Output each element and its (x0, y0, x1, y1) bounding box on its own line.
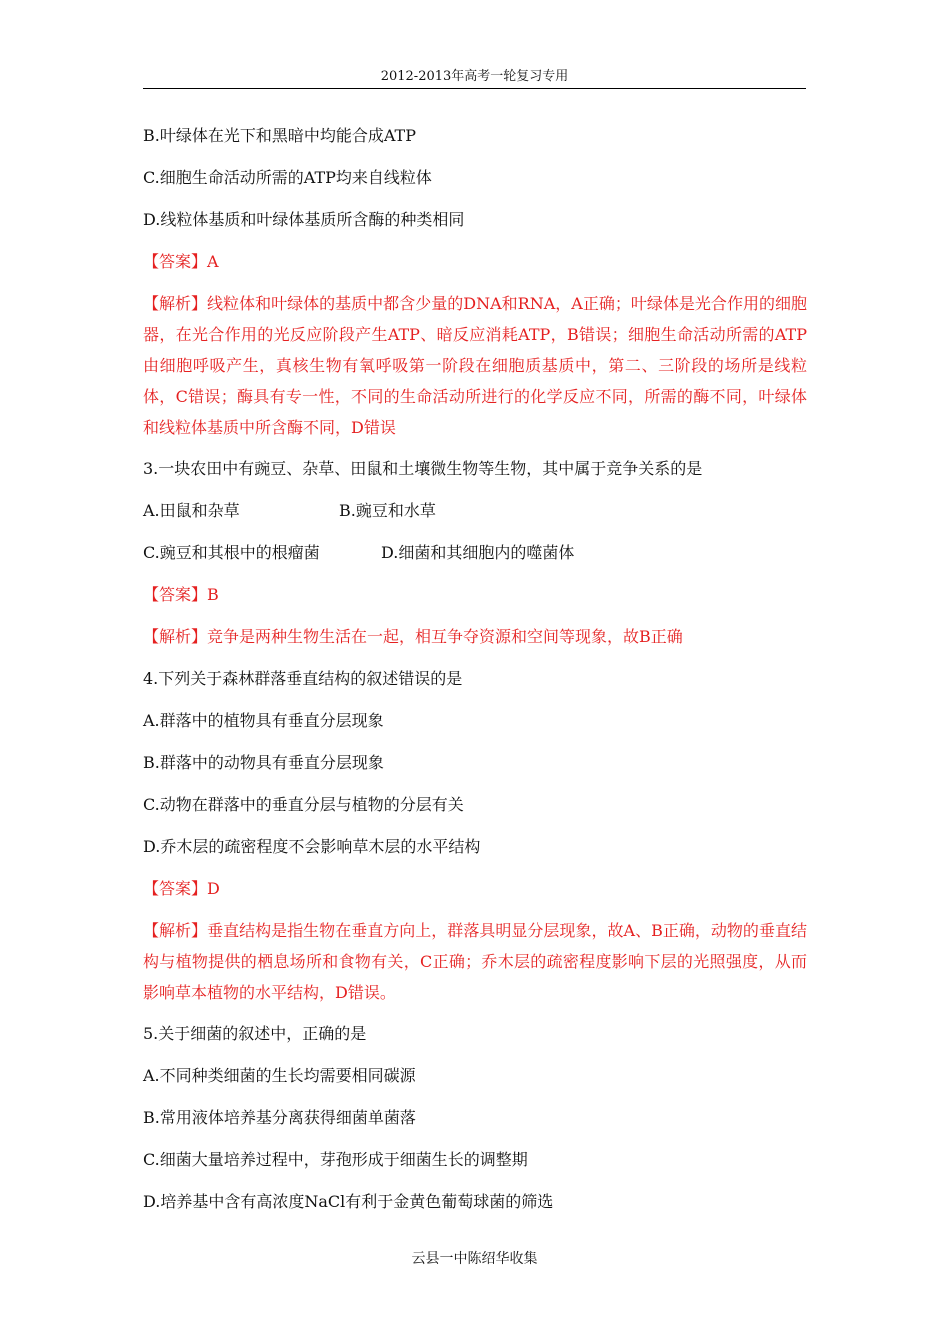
q3-option-b: B.豌豆和水草 (339, 501, 436, 520)
q3-stem: 3.一块农田中有豌豆、杂草、田鼠和土壤微生物等生物，其中属于竞争关系的是 (143, 459, 703, 478)
q3-option-a: A.田鼠和杂草 (143, 501, 240, 520)
page-header: 2012-2013年高考一轮复习专用 (380, 69, 569, 84)
q5-stem: 5.关于细菌的叙述中，正确的是 (143, 1024, 367, 1043)
q4-stem: 4.下列关于森林群落垂直结构的叙述错误的是 (143, 669, 463, 688)
q3-option-c: C.豌豆和其根中的根瘤菌 (143, 543, 320, 562)
q4-answer: 【答案】D (143, 879, 220, 898)
header-rule (143, 88, 806, 89)
q4-option-d: D.乔木层的疏密程度不会影响草木层的水平结构 (143, 837, 481, 856)
q2-option-d: D.线粒体基质和叶绿体基质所含酶的种类相同 (143, 210, 465, 229)
page-footer: 云县一中陈绍华收集 (411, 1251, 538, 1267)
document-body (143, 120, 807, 1228)
q2-option-c: C.细胞生命活动所需的ATP均来自线粒体 (143, 168, 432, 187)
q5-option-d: D.培养基中含有高浓度NaCl有利于金黄色葡萄球菌的筛选 (143, 1192, 554, 1211)
q3-explanation: 【解析】竞争是两种生物生活在一起，相互争夺资源和空间等现象，故B正确 (143, 627, 683, 646)
q3-answer: 【答案】B (143, 585, 219, 604)
q5-option-c: C.细菌大量培养过程中，芽孢形成于细菌生长的调整期 (143, 1150, 528, 1169)
q2-explanation: 【解析】线粒体和叶绿体的基质中都含少量的DNA和RNA，A正确；叶绿体是光合作用的细胞器，在光合作用的光反应阶段产生ATP、暗反应消耗ATP，B错误；细胞生命活动所需的ATP由细胞呼吸产生，真核生物有氧呼吸第一阶段在细胞质基质中，第二、三阶段的场所是线粒体，C错误；酶具有专一性，不同的生命活动所进行的化学反应不同，所需的酶不同，叶绿体和线粒体基质中所含酶不同，D错误 (143, 294, 807, 437)
q3-options-row-2 (143, 537, 807, 579)
q4-explanation: 【解析】垂直结构是指生物在垂直方向上，群落具明显分层现象，故A、B正确，动物的垂直结构与植物提供的栖息场所和食物有关，C正确；乔木层的疏密程度影响下层的光照强度，从而影响草本植物的水平结构，D错误。 (143, 921, 807, 1002)
q2-option-b: B.叶绿体在光下和黑暗中均能合成ATP (143, 126, 416, 145)
q3-options-row-1 (143, 495, 807, 537)
q5-option-b: B.常用液体培养基分离获得细菌单菌落 (143, 1108, 416, 1127)
q2-answer: 【答案】A (143, 252, 219, 271)
q3-option-d: D.细菌和其细胞内的噬菌体 (381, 543, 575, 562)
q4-option-c: C.动物在群落中的垂直分层与植物的分层有关 (143, 795, 464, 814)
q4-option-a: A.群落中的植物具有垂直分层现象 (143, 711, 384, 730)
q4-option-b: B.群落中的动物具有垂直分层现象 (143, 753, 384, 772)
q5-option-a: A.不同种类细菌的生长均需要相同碳源 (143, 1066, 416, 1085)
